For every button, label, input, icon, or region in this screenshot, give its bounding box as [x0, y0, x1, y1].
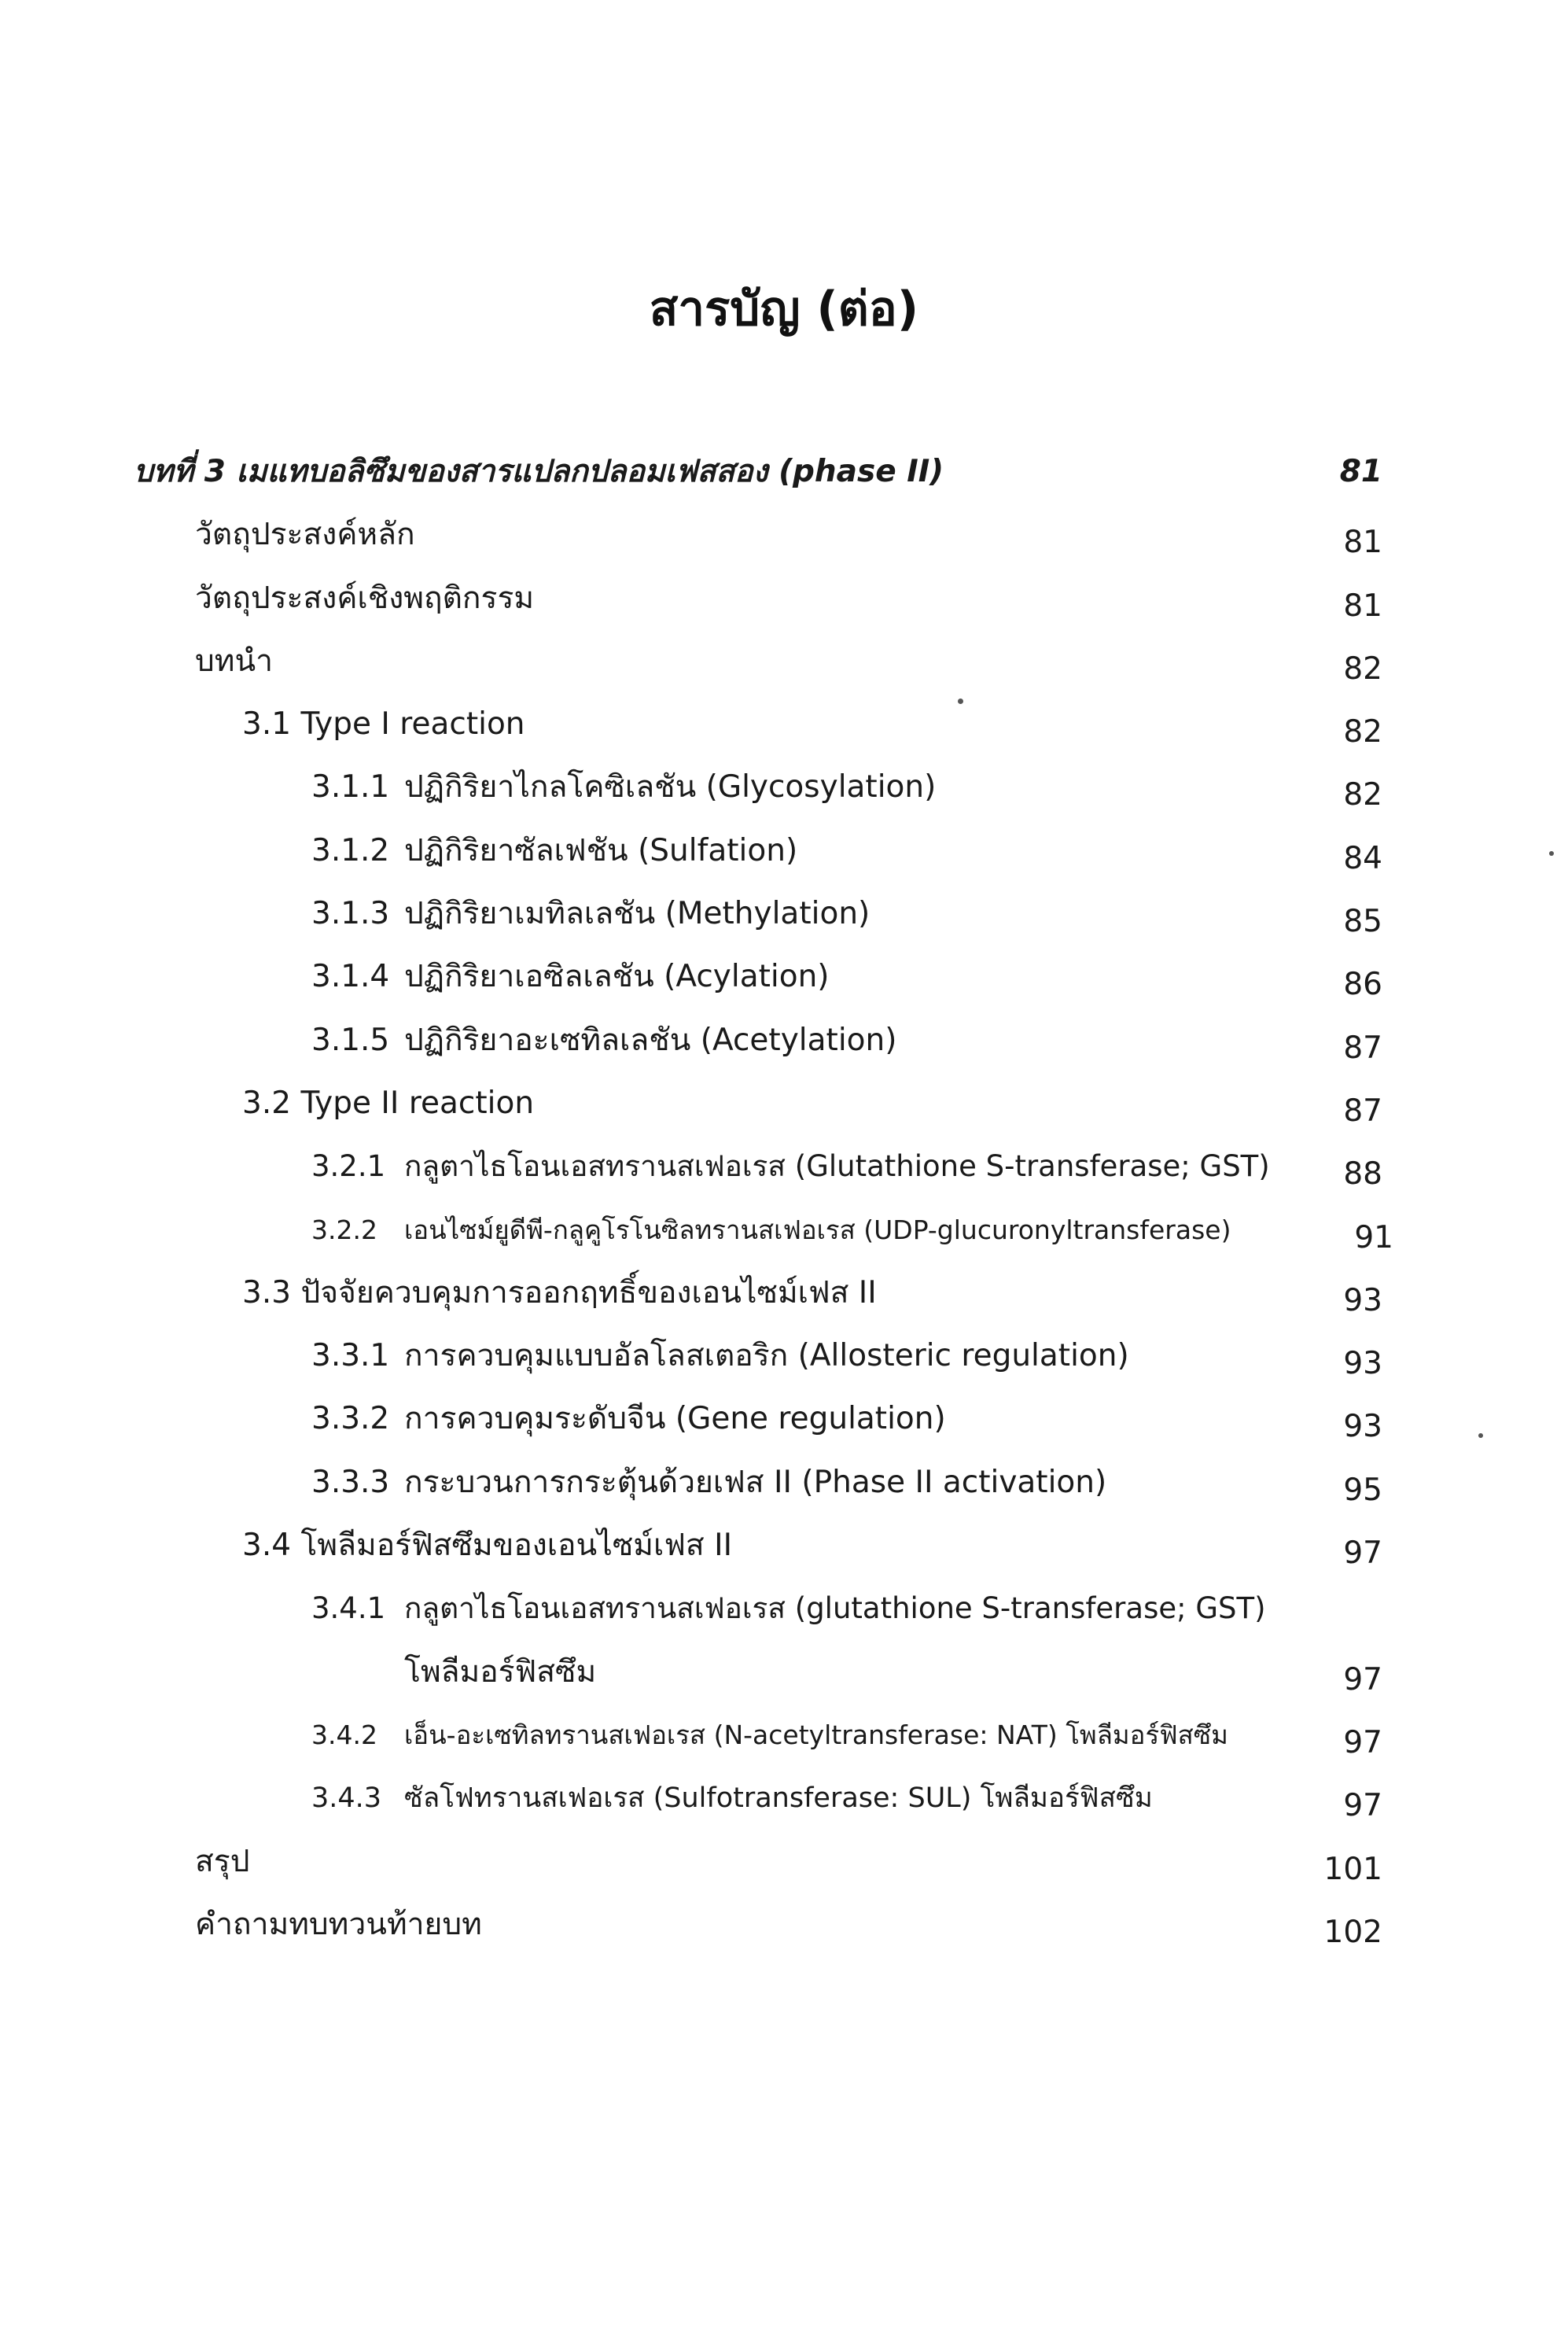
toc-entry-text: บทนำ [195, 643, 274, 679]
toc-entry-text [311, 1577, 1266, 1640]
toc-entry-text [242, 693, 525, 756]
toc-entry-text: วัตถุประสงค์หลัก [195, 517, 415, 553]
toc-entry-page: 95 [1343, 1472, 1382, 1508]
toc-entry-label: Type II reaction [300, 1085, 535, 1121]
toc-subsection-entry [0, 883, 1568, 946]
toc-subsection-entry [0, 1009, 1568, 1072]
toc-entry-text [311, 883, 870, 946]
toc-subsection-entry [0, 1704, 1568, 1767]
toc-chapter-title: บทที่ 3 เมแทบอลิซึมของสารแปลกปลอมเฟสสอง (phase II) [134, 454, 944, 489]
table-of-contents [0, 441, 1568, 1956]
toc-entry-text: สรุป [195, 1843, 250, 1879]
toc-entry-text [311, 1704, 1228, 1767]
toc-entry-number: 3.2.1 [311, 1149, 386, 1184]
toc-entry-page: 84 [1343, 840, 1382, 876]
toc-entry-text [311, 820, 797, 883]
toc-entry-text [311, 1451, 1106, 1514]
toc-entry-text [311, 1199, 1231, 1262]
toc-entry [0, 503, 1568, 566]
toc-entry-page: 81 [1343, 525, 1382, 561]
toc-entry-label: ซัลโฟทรานสเฟอเรส (Sulfotransferase: SUL) โพลีมอร์ฟิสซึม [404, 1782, 1153, 1815]
toc-section-entry [0, 1514, 1568, 1577]
toc-subsection-entry [0, 1767, 1568, 1830]
toc-section-entry [0, 1262, 1568, 1325]
toc-entry-page: 102 [1323, 1914, 1382, 1950]
toc-entry-number: 3.4.1 [311, 1591, 386, 1626]
toc-subsection-entry [0, 1451, 1568, 1514]
toc-subsection-continuation [0, 1641, 1568, 1704]
toc-entry-page: 86 [1343, 967, 1382, 1003]
toc-entry-page: 93 [1343, 1346, 1382, 1382]
toc-entry-number: 3.1 [242, 706, 292, 743]
toc-entry-label: เอนไซม์ยูดีพี-กลูคูโรโนซิลทรานสเฟอเรส (UDP-glucuronyltransferase) [404, 1214, 1231, 1245]
scan-speck [1549, 851, 1554, 856]
toc-entry-label: กลูตาไธโอนเอสทรานสเฟอเรส (Glutathione S-transferase; GST) [404, 1149, 1270, 1184]
toc-entry-page: 82 [1343, 651, 1382, 687]
toc-entry [0, 630, 1568, 693]
toc-chapter-entry [0, 441, 1568, 503]
toc-entry-number: 3.3.3 [311, 1464, 390, 1500]
toc-entry-number: 3.3.1 [311, 1338, 390, 1374]
toc-entry-label: กระบวนการกระตุ้นด้วยเฟส II (Phase II activation) [404, 1464, 1107, 1500]
toc-subsection-entry [0, 1388, 1568, 1451]
toc-entry-label: ปฏิกิริยาซัลเฟชัน (Sulfation) [404, 832, 798, 868]
toc-entry-page: 93 [1343, 1409, 1382, 1445]
page-title: สารบัญ (ต่อ) [649, 282, 919, 337]
toc-entry-label: โพลีมอร์ฟิสซึมของเอนไซม์เฟส II [300, 1528, 733, 1564]
toc-entry-label: กลูตาไธโอนเอสทรานสเฟอเรส (glutathione S-transferase; GST) [404, 1591, 1266, 1626]
toc-entry-text [311, 756, 936, 819]
toc-entry-label: ปฏิกิริยาไกลโคซิเลชัน (Glycosylation) [404, 769, 937, 805]
toc-entry [0, 1893, 1568, 1956]
toc-entry-page: 97 [1343, 1661, 1382, 1698]
toc-entry-label: ปฏิกิริยาอะเซทิลเลชัน (Acetylation) [404, 1022, 897, 1058]
toc-entry-number: 3.3 [242, 1274, 292, 1310]
toc-subsection-entry [0, 1135, 1568, 1198]
toc-entry-label: ปัจจัยควบคุมการออกฤทธิ์ของเอนไซม์เฟส II [300, 1274, 877, 1310]
toc-entry-text: คำถามทบทวนท้ายบท [195, 1906, 482, 1942]
toc-entry-label: โพลีมอร์ฟิสซึม [404, 1653, 597, 1690]
toc-entry-label: การควบคุมระดับจีน (Gene regulation) [404, 1401, 946, 1437]
toc-subsection-entry [0, 1577, 1568, 1640]
toc-entry-label: ปฏิกิริยาเมทิลเลชัน (Methylation) [404, 896, 870, 932]
toc-entry-number: 3.2.2 [311, 1214, 377, 1245]
toc-subsection-entry [0, 1325, 1568, 1388]
toc-entry-text [311, 1135, 1270, 1198]
toc-subsection-entry [0, 1199, 1568, 1262]
toc-entry-label: Type I reaction [300, 706, 525, 743]
toc-entry-page: 88 [1343, 1156, 1382, 1192]
toc-entry [0, 1830, 1568, 1893]
toc-entry-page: 85 [1343, 904, 1382, 940]
toc-entry-page: 101 [1323, 1851, 1382, 1887]
toc-entry-number: 3.1.2 [311, 832, 390, 868]
toc-entry-page: 97 [1343, 1535, 1382, 1572]
toc-entry-page: 97 [1343, 1724, 1382, 1760]
toc-entry-number: 3.2 [242, 1085, 292, 1121]
toc-entry-page: 82 [1343, 777, 1382, 813]
toc-entry-label: เอ็น-อะเซทิลทรานสเฟอเรส (N-acetyltransferase: NAT) โพลีมอร์ฟิสซึม [404, 1719, 1228, 1750]
toc-entry-page: 81 [1343, 588, 1382, 624]
toc-chapter-page: 81 [1339, 454, 1382, 489]
toc-entry-number: 3.4 [242, 1528, 292, 1564]
toc-entry [0, 567, 1568, 630]
toc-entry-text [311, 1388, 946, 1451]
toc-entry-number: 3.1.4 [311, 959, 390, 995]
toc-entry-number: 3.3.2 [311, 1401, 390, 1437]
toc-subsection-entry [0, 946, 1568, 1008]
toc-entry-label: ปฏิกิริยาเอซิลเลชัน (Acylation) [404, 959, 830, 995]
scan-speck [958, 699, 963, 704]
toc-entry-number: 3.1.3 [311, 896, 390, 932]
toc-entry-page: 97 [1343, 1788, 1382, 1824]
toc-entry-text [311, 1009, 896, 1072]
toc-entry-text [311, 946, 830, 1008]
toc-section-entry [0, 1072, 1568, 1135]
toc-entry-number: 3.4.3 [311, 1782, 382, 1815]
toc-subsection-entry [0, 820, 1568, 883]
toc-entry-text [242, 1262, 877, 1325]
toc-entry-page: 91 [1354, 1219, 1393, 1255]
toc-subsection-entry [0, 756, 1568, 819]
toc-entry-text: วัตถุประสงค์เชิงพฤติกรรม [195, 580, 535, 616]
toc-entry-text [242, 1514, 732, 1577]
scan-speck [1478, 1433, 1483, 1438]
toc-entry-page: 82 [1343, 714, 1382, 750]
toc-entry-text [311, 1767, 1153, 1830]
toc-entry-number: 3.1.5 [311, 1022, 390, 1058]
toc-entry-page: 87 [1343, 1030, 1382, 1066]
toc-entry-text [242, 1072, 534, 1135]
toc-entry-number: 3.1.1 [311, 769, 390, 805]
toc-entry-label: การควบคุมแบบอัลโลสเตอริก (Allosteric regulation) [404, 1338, 1129, 1374]
toc-entry-page: 93 [1343, 1282, 1382, 1318]
toc-entry-number: 3.4.2 [311, 1719, 377, 1750]
toc-entry-page: 87 [1343, 1093, 1382, 1129]
toc-entry-text [311, 1325, 1129, 1388]
toc-section-entry [0, 693, 1568, 756]
